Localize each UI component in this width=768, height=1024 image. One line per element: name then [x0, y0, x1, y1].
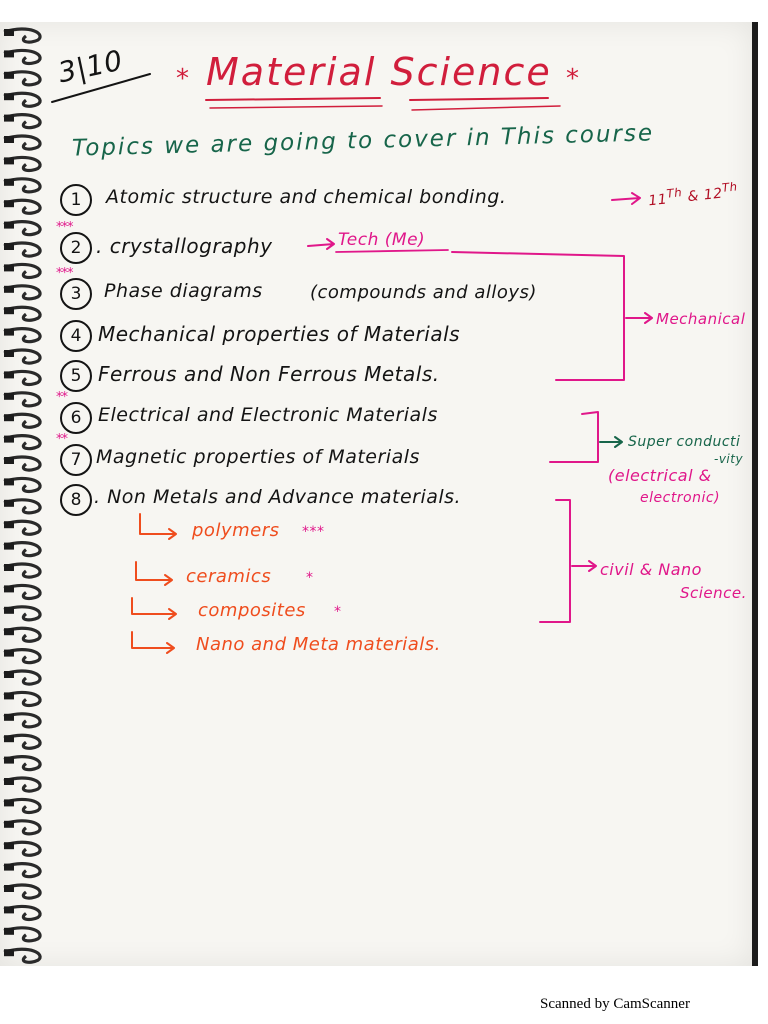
title-star-right: * [566, 64, 580, 94]
subtopic-stars: *** [302, 524, 325, 540]
group-civil-line1: civil & Nano [600, 560, 702, 579]
topic-number: 7 [60, 444, 92, 476]
group-mechanical: Mechanical [656, 310, 746, 328]
group-super-line2: -vity [714, 452, 744, 466]
topic-text: Mechanical properties of Materials [98, 322, 461, 346]
topic-text: . Non Metals and Advance materials. [94, 486, 462, 508]
title-star-left: * [176, 64, 190, 94]
topic-number: 3 [60, 278, 92, 310]
topic-number: 8 [60, 484, 92, 516]
group-civil-line2: Science. [680, 584, 747, 602]
scanner-watermark: Scanned by CamScanner [540, 996, 690, 1012]
subtopic-item: Nano and Meta materials. [196, 634, 441, 655]
topic-text: . crystallography [96, 234, 273, 258]
group-elec-line2: electronic) [640, 490, 721, 506]
topic-number: 4 [60, 320, 92, 352]
group-super-line1: Super conducti [628, 434, 741, 450]
topic-number: 5 [60, 360, 92, 392]
subtopic-stars: * [306, 570, 314, 586]
page-title: Material Science [206, 50, 552, 94]
subtopic-stars: * [334, 604, 342, 620]
subtopic-item: ceramics [186, 566, 272, 587]
topic-number: 2 [60, 232, 92, 264]
group-elec-line1: (electrical & [608, 466, 712, 485]
topic-text: Phase diagrams [104, 280, 263, 302]
topic-text: Magnetic properties of Materials [96, 446, 420, 468]
topic-number: 1 [60, 184, 92, 216]
topic-stars: *** [56, 266, 73, 281]
subtopic-item: composites [198, 600, 306, 621]
topic-text: Electrical and Electronic Materials [98, 404, 438, 426]
subtopic-item: polymers [192, 520, 280, 541]
note-grade: 11Th & 12Th [647, 179, 739, 210]
intro-line: Topics we are going to cover in This course [71, 120, 655, 162]
topic-text: Ferrous and Non Ferrous Metals. [98, 362, 440, 386]
topic-stars: *** [56, 220, 73, 235]
topic-text: Atomic structure and chemical bonding. [106, 186, 507, 208]
note-tech: Tech (Me) [338, 230, 426, 250]
topic-number: 6 [60, 402, 92, 434]
date-label: 3|10 [55, 43, 126, 90]
topic-stars: ** [56, 390, 67, 405]
topic-stars: ** [56, 432, 67, 447]
topic-paren-note: (compounds and alloys) [310, 282, 537, 303]
